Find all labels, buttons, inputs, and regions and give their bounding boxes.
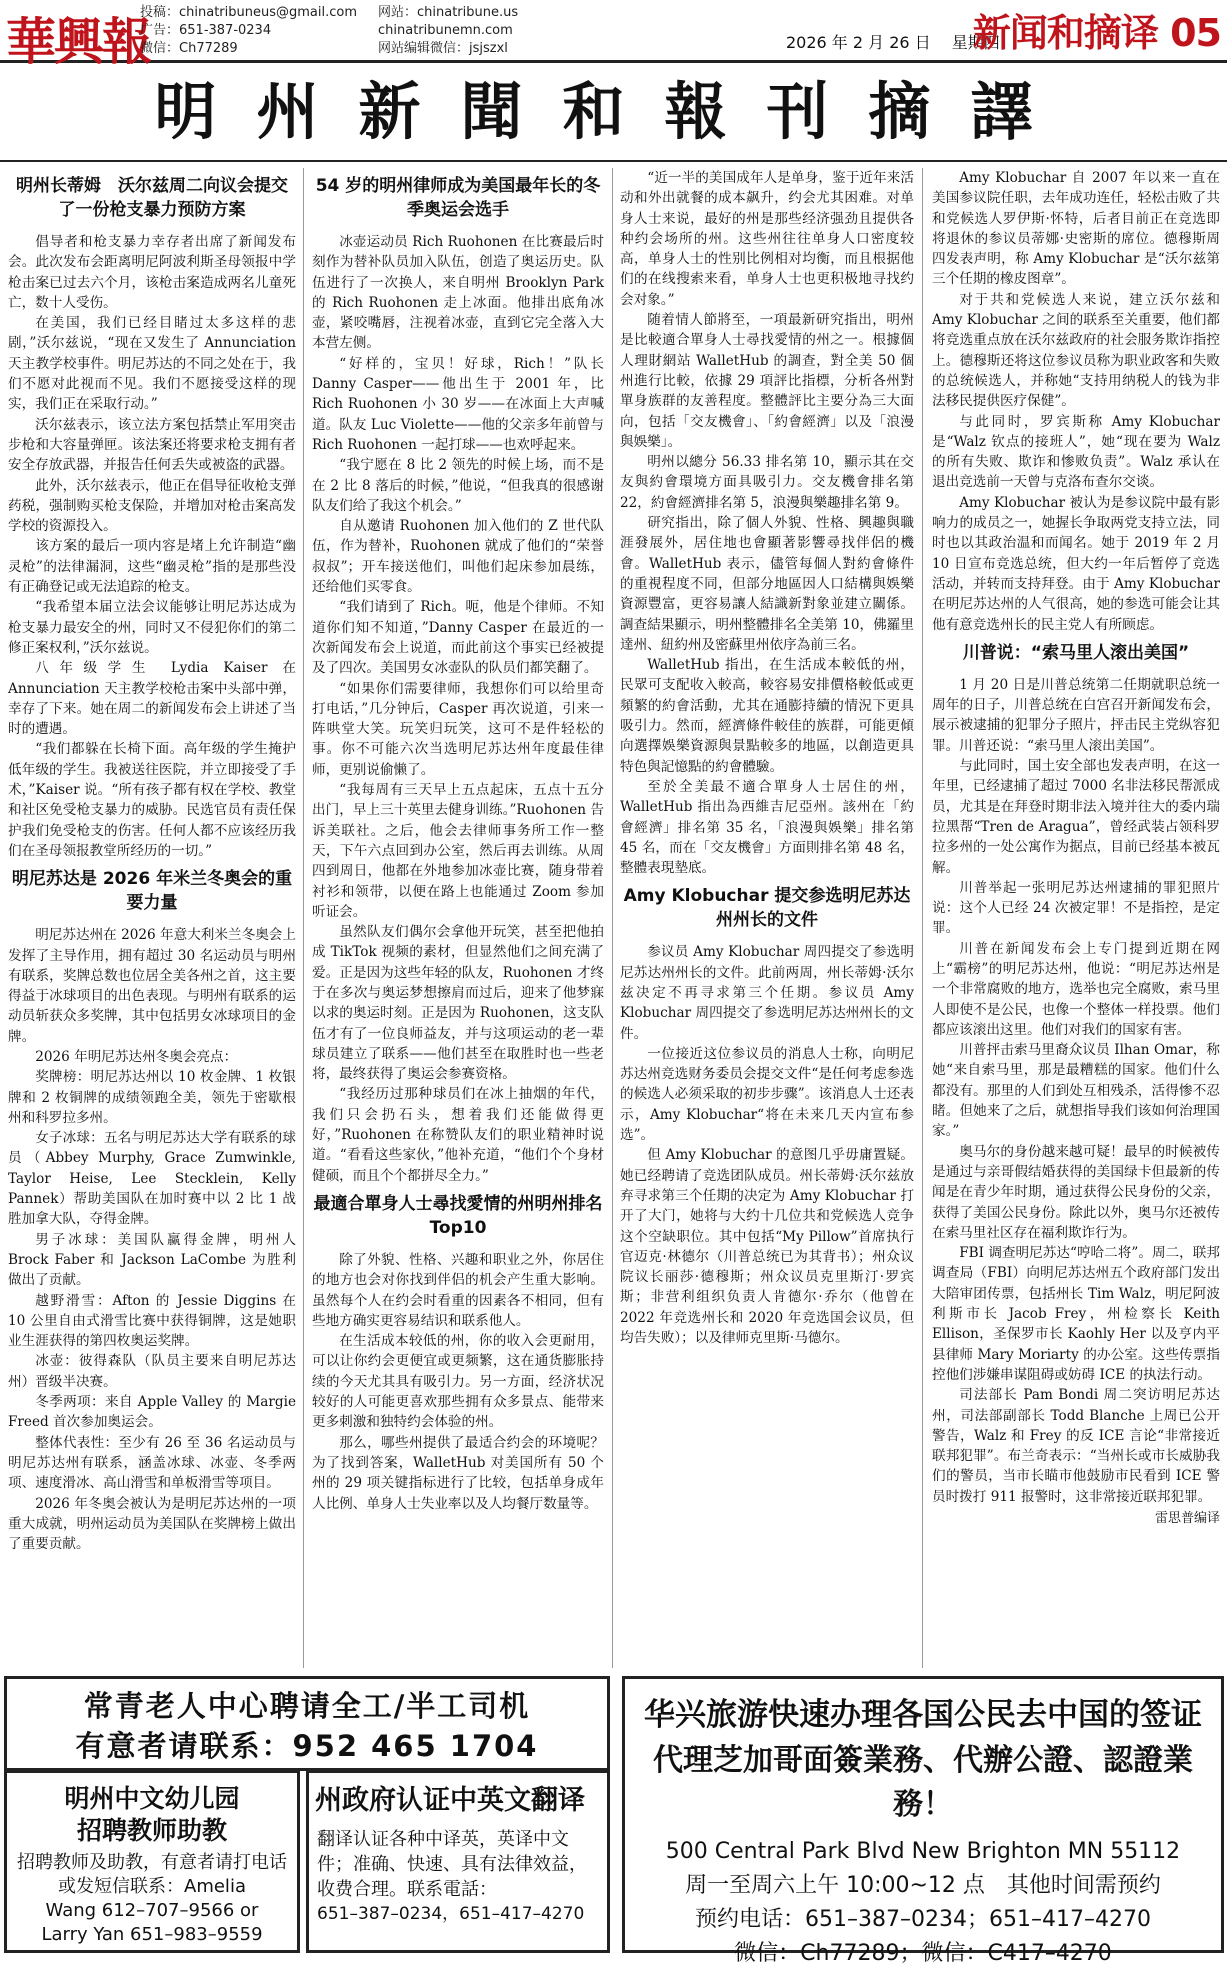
ad-translation <box>306 1770 610 1953</box>
column-3 <box>620 168 914 1668</box>
ad-kinder-body: 招聘教师及助教，有意者请打电话或发短信联系：Amelia <box>17 1852 287 1897</box>
paragraph: 2026 年明尼苏达州冬奥会亮点： <box>35 1048 238 1065</box>
column-divider <box>922 168 923 1668</box>
paragraph: 明尼苏达州在 2026 年意大利米兰冬奥会上发挥了主导作用，拥有超过 30 名运动员与明州有联系，奖牌总数也位居全美各州之首，这主要得益于冰球项目的出色表现。与明州有联系的运动员斩获众多奖牌，其中包括男女冰球项目的金牌。 <box>8 927 296 1045</box>
article-gun-bill <box>8 232 296 861</box>
paragraph: “我经历过那种球员们在冰上抽烟的年代，我们只会扔石头，想着我们还能做得更好，”Ruohonen 在称赞队友们的职业精神时说道。“看看这些家伙，”他补充道，“他们个个身材健硕，而且个个都拼尽全力。” <box>312 1086 604 1184</box>
paragraph: 此外，沃尔兹表示，他正在倡导征收枪支弹药税，强制购买枪支保险，并增加对枪击案高发学校的资源投入。 <box>8 477 296 535</box>
issue-date: 2026 年 2 月 26 日 星期四 <box>786 33 1000 52</box>
paragraph: 参议员 Amy Klobuchar 周四提交了参选明尼苏达州州长的文件。此前两周，州长蒂姆·沃尔兹决定不再寻求第三个任期。参议员 Amy Klobuchar 周四提交了参选明尼苏达州州长的文件。 <box>620 944 914 1042</box>
paragraph: 在美国，我们已经目睹过太多这样的悲剧，”沃尔兹说，“现在又发生了 Annunciation 天主教学校事件。明尼苏达的不同之处在于，我们不愿对此视而不见。我们不愿接受这样的现实，我们正在采取行动。” <box>8 315 296 413</box>
contact-info-right <box>378 4 518 58</box>
article-title-klobuchar: Amy Klobuchar 提交参选明尼苏达州州长的文件 <box>623 886 911 931</box>
article-title-curler: 54 岁的明州律师成为美国最年长的冬季奥运会选手 <box>315 176 601 220</box>
page-banner-title: 明州新聞和報刊摘譯 <box>0 64 1227 162</box>
paragraph: 除了外貌、性格、兴趣和职业之外，你居住的地方也会对你找到伴侣的机会产生重大影响。虽然每个人在约会时看重的因素各不相同，但有些地方确实更容易结识和联系他人。 <box>312 1251 604 1329</box>
ad-kinder-title2: 招聘教师助教 <box>76 1816 227 1845</box>
paragraph: 自从邀请 Ruohonen 加入他们的 Z 世代队伍，作为替补，Ruohonen 就成了他们的“荣誉叔叔”；开车接送他们，叫他们起床参加晨练，还给他们买零食。 <box>312 518 604 596</box>
paragraph: 男子冰球：美国队赢得金牌，明州人 Brock Faber 和 Jackson LaCombe 为胜利做出了贡献。 <box>8 1231 296 1289</box>
article-title-dating: 最適合單身人士尋找愛情的州明州排名 Top10 <box>313 1193 603 1238</box>
paragraph: 川普举起一张明尼苏达州逮捕的罪犯照片说：这个人已经 24 次被定罪！不是指控，是定罪。 <box>932 879 1220 937</box>
paragraph: 倡导者和枪支暴力幸存者出席了新闻发布会。此次发布会距离明尼阿波利斯圣母领报中学枪击案已过去六个月，该枪击案造成两名儿童死亡，数十人受伤。 <box>8 234 296 311</box>
paragraph: 奖牌榜：明尼苏达州以 10 枚金牌、1 枚银牌和 2 枚铜牌的成绩领跑全美，领先于密歇根州和科罗拉多州。 <box>8 1069 296 1126</box>
paragraph: 司法部长 Pam Bondi 周二突访明尼苏达州，司法部副部长 Todd Blanche 上周已公开警告，Walz 和 Frey 的反 ICE 言论“非常接近联邦犯罪”。布兰奇表示：“当州长或市长威胁我们的警员，当市长瞄市他鼓励市民看到 ICE 警员时拨打 911 报警时，这非常接近联邦犯罪。 <box>932 1387 1220 1505</box>
ad-travel-visa <box>622 1676 1224 1966</box>
paragraph: “我希望本届立法会议能够让明尼苏达成为枪支暴力最安全的州，同时又不侵犯你们的第二修正案权利，”沃尔兹说。 <box>8 599 296 656</box>
contact-ad-phone: 广告：651-387-0234 <box>140 23 272 38</box>
paragraph: 该方案的最后一项内容是堵上允许制造“幽灵枪”的法律漏洞，这些“幽灵枪”指的是那些没有正确登记或无法追踪的枪支。 <box>8 538 296 596</box>
paragraph: 一位接近这位参议员的消息人士称，向明尼苏达州竞选财务委员会提交文件“是任何考虑参选的候选人必须采取的初步步骤”。该消息人士还表示，Amy Klobuchar“将在未来几天内宣布参选”。 <box>620 1045 914 1144</box>
paragraph: 川普抨击索马里裔众议员 Ilhan Omar，称她“来自索马里，那是最糟糕的国家。他们什么都没有。那里的人们到处互相残杀，活得惨不忍睹。但她来了之后，就想指导我们该如何治理国家。” <box>932 1042 1220 1140</box>
article-byline: 雷思普编译 <box>1154 1511 1220 1526</box>
paragraph: 沃尔兹表示，该立法方案包括禁止军用突击步枪和大容量弹匣。该法案还将要求枪支拥有者安全存放武器，并报告任何丢失或被盗的武器。 <box>8 416 296 474</box>
ad-travel-line1: 华兴旅游快速办理各国公民去中国的签证 <box>644 1697 1202 1733</box>
column-2 <box>312 168 604 1668</box>
column-divider <box>612 168 613 1668</box>
paragraph: 川普在新闻发布会上专门提到近期在网上“霸榜”的明尼苏达州，他说：“明尼苏达州是一个非常腐败的地方，选举也完全腐败，索马里人即使不是公民，也像一个整体一样投票。他们都应该滚出这里。他们对我们的国家有害。 <box>932 940 1220 1038</box>
article-title-olympics: 明尼苏达是 2026 年米兰冬奥会的重要力量 <box>11 869 293 914</box>
ad-travel-hours: 周一至周六上午 10:00~12 点 其他时间需预约 <box>685 1873 1161 1898</box>
ad-kinder-contact1: Wang 612–707–9566 or <box>45 1900 259 1921</box>
contact-info-left <box>140 4 357 58</box>
ad-senior-center <box>4 1676 610 1771</box>
paragraph: 但 Amy Klobuchar 的意图几乎毋庸置疑。她已经聘请了竞选团队成员。州长蒂姆·沃尔兹放弃寻求第三个任期的决定为 Amy Klobuchar 打开了大门，她将与大约十几位共和党候选人竞争这个空缺职位。其中包括“My Pillow”首席执行官迈克·林德尔（川普总统已为其背书）；州众议院议长丽莎·德穆斯；州众议员克里斯汀·罗宾斯；非营利组织负责人肯德尔·乔尔（他曾在 2022 年竞选州长和 2020 年竞选国会议员，但均告失败）；以及律师克里斯·马德尔。 <box>620 1147 914 1347</box>
paragraph: 越野滑雪：Afton 的 Jessie Diggins 在 10 公里自由式滑雪比赛中获得铜牌，这是她职业生涯获得的第四枚奥运奖牌。 <box>8 1292 296 1350</box>
ad-travel-address: 500 Central Park Blvd New Brighton MN 55112 <box>665 1839 1181 1864</box>
contact-editor-wechat: 网站编辑微信：jsjszxl <box>378 41 508 56</box>
ad-senior-line1: 常青老人中心聘请全工/半工司机 <box>83 1689 531 1723</box>
paragraph: 对于共和党候选人来说，建立沃尔兹和 Amy Klobuchar 之间的联系至关重要，他们都将竞选重点放在沃尔兹政府的社会服务欺诈指控上。德穆斯还将这位参议员称为职业政客和失败的总统候选人，并称她“支持用纳税人的钱为非法移民提供医疗保健”。 <box>932 291 1220 410</box>
paragraph: “我宁愿在 8 比 2 领先的时候上场，而不是在 2 比 8 落后的时候，”他说，“但我真的很感谢队友们给了我这个机会。” <box>312 457 604 514</box>
ad-translation-phones: 651–387–0234，651–417–4270 <box>317 1904 585 1924</box>
paragraph: 至於全美最不適合單身人士居住的州，WalletHub 指出為西維吉尼亞州。該州在「約會經濟」排名第 35 名，「浪漫與娛樂」排名第 45 名，而在「交友機會」方面則排名第 48 名，整體表現墊底。 <box>620 778 914 877</box>
ad-senior-phone: 有意者请联系：952 465 1704 <box>75 1729 539 1763</box>
paragraph: 2026 年冬奥会被认为是明尼苏达州的一项重大成就，明州运动员为美国队在奖牌榜上做出了重要贡献。 <box>8 1495 296 1553</box>
paragraph: “好样的，宝贝！好球，Rich！”队长 Danny Casper——他出生于 2001 年，比 Rich Ruohonen 小 30 岁——在冰面上大声喊道。队友 Luc Violette——他的父亲多年前曾与 Rich Ruohonen 一起打球——也欢呼起来。 <box>312 355 604 453</box>
paragraph: 在生活成本较低的州，你的收入会更耐用，可以让你约会更便宜或更频繁，这在通货膨胀持续的今天尤其具有吸引力。另一方面，经济状况较好的人可能更喜欢那些拥有众多景点、能带来更多刺激和独特约会体验的州。 <box>312 1333 604 1431</box>
paragraph: 那么，哪些州提供了最适合约会的环境呢？为了找到答案，WalletHub 对美国所有 50 个州的 29 项关键指标进行了比较，包括单身成年人比例、单身人士失业率以及人均餐厅数量等。 <box>312 1434 604 1512</box>
ad-kinder-title1: 明州中文幼儿园 <box>64 1784 240 1813</box>
section-title: 新闻和摘译 05 <box>972 11 1221 55</box>
paragraph: 1 月 20 日是川普总统第二任期就职总统一周年的日子，川普总统在白宫召开新闻发布会，展示被逮捕的犯罪分子照片，抨击民主党纵容犯罪。川普还说：“索马里人滚出美国”。 <box>932 676 1220 754</box>
article-dating-part2 <box>620 168 914 878</box>
article-klobuchar-part2 <box>932 168 1220 635</box>
article-dating-part1 <box>312 1250 604 1514</box>
article-olympics <box>8 925 296 1554</box>
contact-website-2[interactable]: chinatribunemn.com <box>378 23 513 38</box>
paragraph: WalletHub 指出，在生活成本較低的州，民眾可支配收入較高，較容易安排價格較低或更頻繁的約會活動，尤其在通膨持續的情況下更具吸引力。然而，經濟條件較佳的族群，可能更傾向選擇娛樂資源與景點較多的地區，以創造更具特色與記憶點的約會體驗。 <box>620 657 914 775</box>
article-curler <box>312 232 604 1186</box>
paragraph: “我每周有三天早上五点起床，五点十五分出门，早上三十英里去健身训练。”Ruohonen 告诉美联社。之后，他会去律师事务所工作一整天，下午六点回到办公室，然后再去训练。从周四到周日，他都在外地参加冰壶比赛，随身带着衬衫和领带，以便在路上也能通过 Zoom 参加听证会。 <box>312 782 604 920</box>
paragraph: 奥马尔的身份越来越可疑！最早的时候被传是通过与亲哥假结婚获得的美国绿卡但最新的传闻是在青少年时期，通过获得公民身份的父亲，获得了美国公民身份。除此以外，奥马尔还被传在索马里社区存在福利欺诈行为。 <box>932 1143 1220 1241</box>
paragraph: 明州以總分 56.33 排名第 10，顯示其在交友與約會環境方面具吸引力。交友機會排名第 22，約會經濟排名第 5，浪漫與樂趣排名第 9。 <box>620 454 914 511</box>
article-title-gun-bill: 明州长蒂姆 沃尔兹周二向议会提交了一份枪支暴力预防方案 <box>16 176 288 220</box>
paragraph: 冰壶运动员 Rich Ruohonen 在比赛最后时刻作为替补队员加入队伍，创造了奥运历史。队伍进行了一次换人，来自明州 Brooklyn Park 的 Rich Ruohonen 走上冰面。他排出底角冰壶，紧咬嘴唇，注视着冰壶，直到它完全落入大本营左侧。 <box>312 234 604 352</box>
ad-translation-body: 翻译认证各种中译英，英译中文件；准确、快速、具有法律效益，收费合理。联系電話： <box>317 1829 587 1900</box>
column-4 <box>932 168 1220 1668</box>
ad-translation-title: 州政府认证中英文翻译 <box>315 1785 585 1816</box>
masthead <box>0 0 1227 71</box>
paragraph: “近一半的美国成年人是单身，鉴于近年来活动和外出就餐的成本飙升，约会尤其困难。对单身人士来说，最好的州是那些经济强劲且提供各种约会场所的州。这些州往往单身人口密度较高，单身人士的性别比例相对均衡，而且根据他们的在线搜索来看，单身人士也更积极地寻找约会对象。” <box>620 170 914 308</box>
article-title-trump-somali: 川普说：“索马里人滚出美国” <box>962 642 1190 663</box>
paragraph: Amy Klobuchar 自 2007 年以来一直在美国参议院任职，去年成功连任，轻松击败了共和党候选人罗伊斯·怀特，后者目前正在竞选即将退休的参议员蒂娜·史密斯的席位。德穆斯周四发表声明，称 Amy Klobuchar 是“沃尔兹第三个任期的橡皮图章”。 <box>932 170 1220 288</box>
paragraph: 女子冰球：五名与明尼苏达大学有联系的球员（Abbey Murphy, Grace Zumwinkle, Taylor Heise, Lee Stecklein, Kelly Pannek）帮助美国队在加时赛中以 2 比 1 战胜加拿大队，夺得金牌。 <box>8 1130 296 1228</box>
article-trump-somali <box>932 675 1220 1529</box>
paragraph: “我们请到了 Rich。呃，他是个律师。不知道你们知不知道，”Danny Casper 在最近的一次新闻发布会上说道，而此前这个事实已经被提及了四次。美国男女冰壶队的队员们都笑翻了。 <box>312 599 604 677</box>
paragraph: “如果你们需要律师，我想你们可以给里奇打电话，”几分钟后，Casper 再次说道，引来一阵哄堂大笑。玩笑归玩笑，这可不是件轻松的事。你不可能六次当选明尼苏达州年度最佳律师，更别说偷懒了。 <box>312 680 604 778</box>
ad-kinder-contact2: Larry Yan 651–983–9559 <box>41 1924 263 1945</box>
paragraph: 八年级学生 Lydia Kaiser 在 Annunciation 天主教学校枪击案中头部中弹，幸存了下来。她在周二的新闻发布会上讲述了当时的遭遇。 <box>8 660 296 738</box>
paragraph: 随着情人節將至，一項最新研究指出，明州是比較適合單身人士尋找愛情的州之一。根據個人理財網站 WalletHub 的調查，對全美 50 個州進行比較，依據 29 項評比指標，分析各州對單身族群的友善程度。整體評比主要分為三大面向，包括「交友機會」、「約會經濟」以及「浪漫與娛樂」。 <box>620 312 914 450</box>
contact-website[interactable]: 网站：chinatribune.us <box>378 5 519 20</box>
contact-wechat: 微信：Ch77289 <box>140 41 238 56</box>
paragraph: “我们都躲在长椅下面。高年级的学生掩护低年级的学生。我被送往医院，并立即接受了手术，”Kaiser 说。“所有孩子都有权在学校、教堂和社区免受枪支暴力的威胁。民选官员有责任保护我们免受枪支的伤害。任何人都不应该经历我们在圣母领报教堂所经历的一切。” <box>8 741 296 859</box>
contact-email[interactable]: 投稿：chinatribuneus@gmail.com <box>140 5 358 20</box>
paragraph: 冰壶：彼得森队（队员主要来自明尼苏达州）晋级半决赛。 <box>8 1353 296 1390</box>
paragraph: 与此同时，国土安全部也发表声明，在这一年里，已经逮捕了超过 7000 名非法移民帮派成员，尤其是在拜登时期非法入境并往大的委内瑞拉黑帮“Tren de Aragua”，曾经武装占领科罗拉多州的一处公寓作为据点，目前已经基本被瓦解。 <box>932 758 1220 876</box>
ad-travel-phones: 预约电话：651–387–0234；651–417–4270 <box>695 1907 1151 1932</box>
paragraph: 虽然队友们偶尔会拿他开玩笑，甚至把他拍成 TikTok 视频的素材，但显然他们之间充满了爱。正是因为这些年轻的队友，Ruohonen 才终于在多次与奥运梦想擦肩而过后，迎来了他梦寐以求的奥运时刻。正是因为 Ruohonen，这支队伍才有了一位良师益友，并与这项运动的老一辈球员建立了联系——他们甚至在取胜时也一些老将，最终获得了奥运会参赛资格。 <box>312 924 604 1083</box>
article-klobuchar-part1 <box>620 942 914 1348</box>
paragraph: FBI 调查明尼苏达“哼哈二将”。周二，联邦调查局（FBI）向明尼苏达州五个政府部门发出大陪审团传票，包括州长 Tim Walz，明尼阿波利斯市长 Jacob Frey，州检察长 Keith Ellison，圣保罗市长 Kaohly Her 以及亨内平县律师 Mary Moriarty 的办公室。这些传票指控他们涉嫌串谋阻碍或妨碍 ICE 的执法行动。 <box>932 1245 1220 1383</box>
paragraph: Amy Klobuchar 被认为是参议院中最有影响力的成员之一，她握长争取两党支持立法，同时也以其政治温和而闻名。她于 2019 年 2 月 10 日宣布竞选总统，但大约一年后暂停了竞选活动，并转而支持拜登。由于 Amy Klobuchar 在明尼苏达州的人气很高，她的参选可能会让其他有意竞选州长的民主党人有所顾虑。 <box>932 494 1220 633</box>
column-1 <box>8 168 296 1668</box>
ad-travel-line2: 代理芝加哥面簽業務、代辦公證、認證業務！ <box>653 1743 1193 1822</box>
column-divider <box>303 168 304 1668</box>
paragraph: 研究指出，除了個人外貌、性格、興趣與職涯發展外，居住地也會顯著影響尋找伴侶的機會。WalletHub 表示，儘管每個人對約會條件的重視程度不同，但部分地區因人口結構與娛樂資源豐富，更容易讓人結識新對象並建立關係。調查結果顯示，明州整體排名全美第 10，佛羅里達州、紐約州及密蘇里州依序為前三名。 <box>620 515 914 653</box>
ad-travel-wechat: 微信：Ch77289；微信：C417–4270 <box>734 1941 1112 1966</box>
newspaper-logo: 華興報 <box>6 12 150 71</box>
paragraph: 整体代表性：至少有 26 至 36 名运动员与明尼苏达州有联系，涵盖冰球、冰壶、冬季两项、速度滑冰、高山滑雪和单板滑雪等项目。 <box>8 1434 296 1492</box>
paragraph: 冬季两项：来自 Apple Valley 的 Margie Freed 首次参加奥运会。 <box>8 1394 296 1431</box>
paragraph: 与此同时，罗宾斯称 Amy Klobuchar 是“Walz 钦点的接班人”，她“现在要为 Walz 的所有失败、欺诈和惨败负责”。Walz 承认在退出竞选前一天曾与克洛布查尔交谈。 <box>932 413 1220 491</box>
ad-kindergarten <box>4 1770 300 1953</box>
